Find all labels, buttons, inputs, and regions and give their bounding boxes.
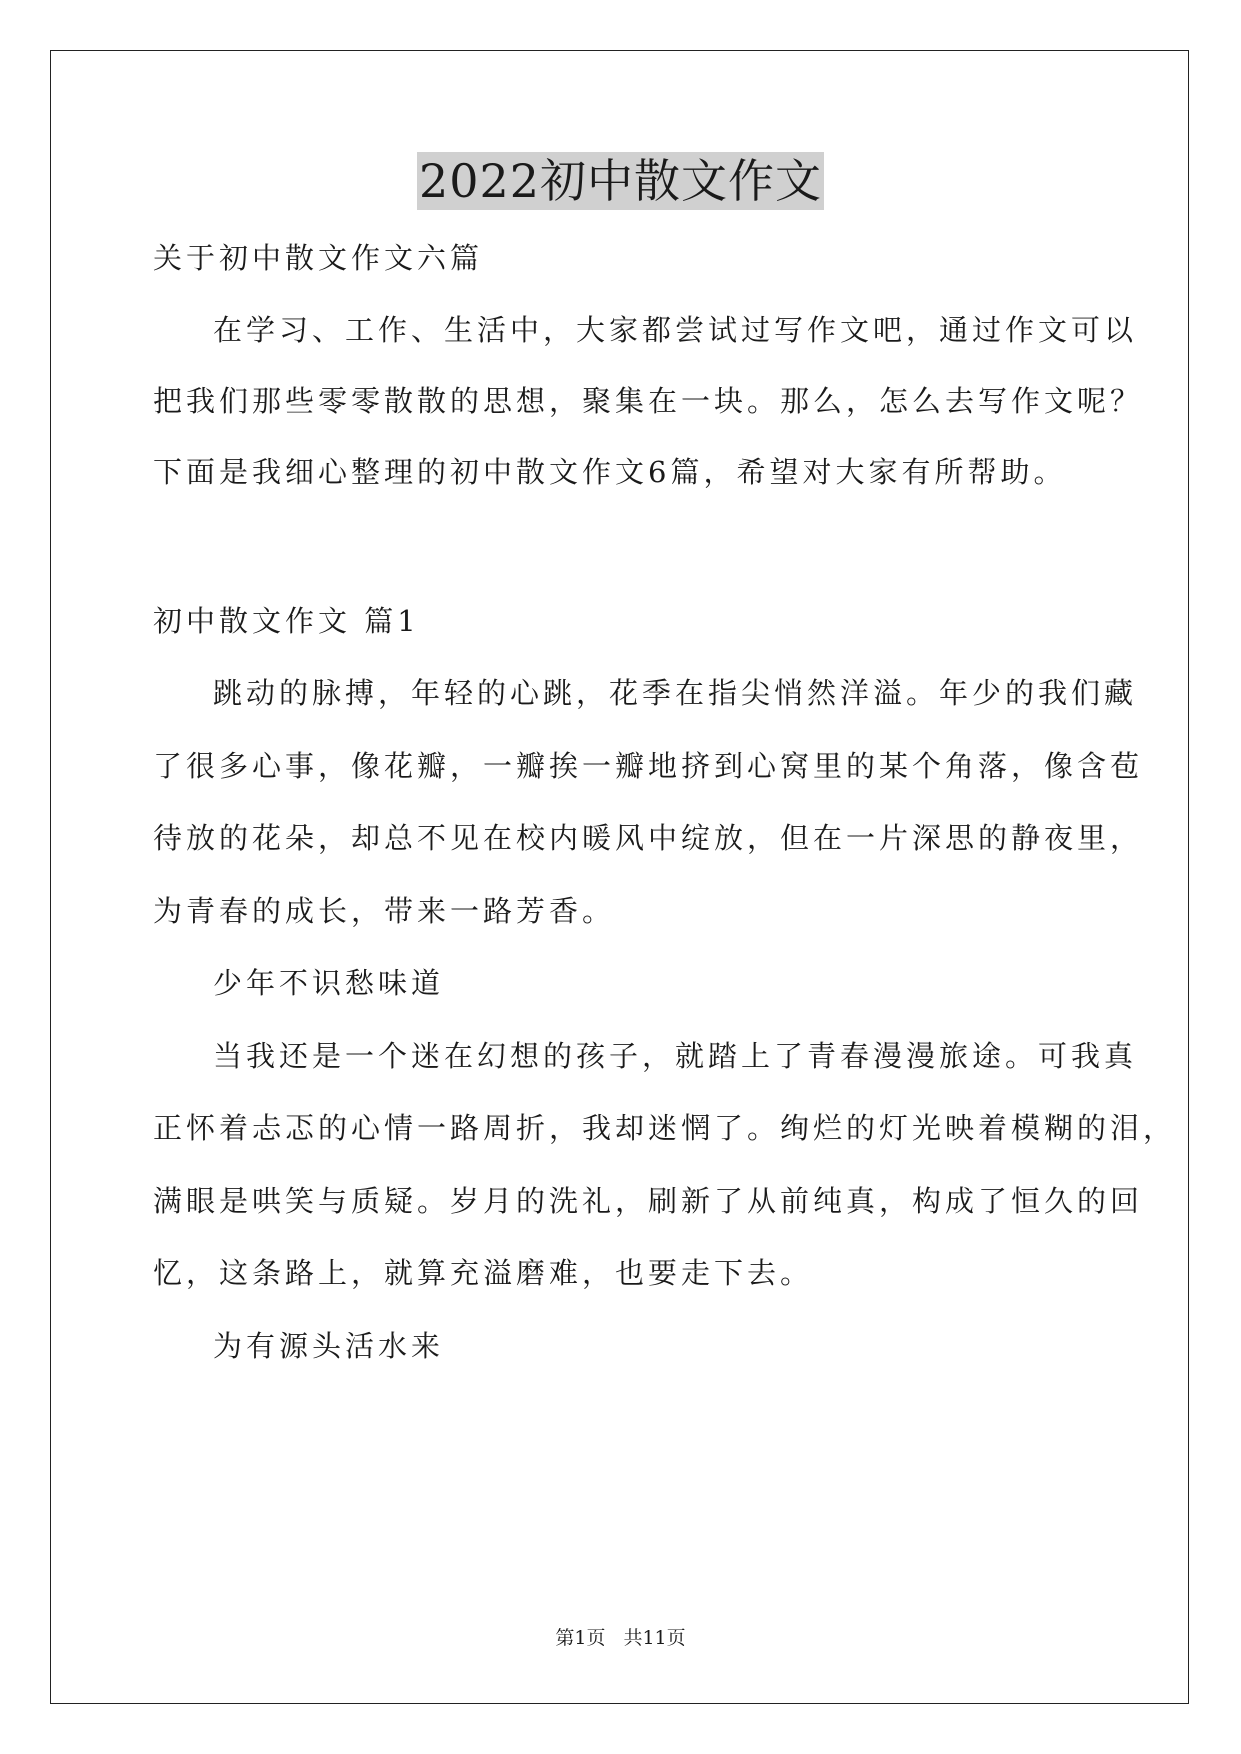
paragraph2-line-2: 正怀着忐忑的心情一路周折，我却迷惘了。绚烂的灯光映着模糊的泪，	[153, 1111, 1177, 1145]
paragraph1-line-2: 了很多心事，像花瓣，一瓣挨一瓣地挤到心窝里的某个角落，像含苞	[153, 749, 1144, 783]
paragraph1-line-4: 为青春的成长，带来一路芳香。	[153, 894, 616, 928]
document-title: 2022初中散文作文	[418, 154, 823, 208]
page-border	[50, 50, 1189, 1704]
section-heading: 初中散文作文 篇1	[153, 604, 420, 638]
title-container	[0, 152, 1241, 210]
subheading-1: 少年不识愁味道	[213, 966, 445, 1000]
paragraph1-line-1: 跳动的脉搏，年轻的心跳，花季在指尖悄然洋溢。年少的我们藏	[213, 676, 1138, 710]
intro-line-2: 把我们那些零零散散的思想，聚集在一块。那么，怎么去写作文呢？	[153, 384, 1144, 418]
paragraph2-line-1: 当我还是一个迷在幻想的孩子，就踏上了青春漫漫旅途。可我真	[213, 1039, 1138, 1073]
intro-line-3: 下面是我细心整理的初中散文作文6篇，希望对大家有所帮助。	[153, 455, 1067, 489]
paragraph2-line-3: 满眼是哄笑与质疑。岁月的洗礼，刷新了从前纯真，构成了恒久的回	[153, 1184, 1144, 1218]
page-footer	[0, 1626, 1241, 1650]
paragraph2-line-4: 忆，这条路上，就算充溢磨难，也要走下去。	[153, 1256, 814, 1290]
subtitle: 关于初中散文作文六篇	[153, 241, 484, 275]
page-total: 共11页	[623, 1627, 686, 1649]
intro-line-1: 在学习、工作、生活中，大家都尝试过写作文吧，通过作文可以	[213, 313, 1138, 347]
subheading-2: 为有源头活水来	[213, 1329, 445, 1363]
page-number: 第1页	[555, 1627, 606, 1649]
paragraph1-line-3: 待放的花朵，却总不见在校内暖风中绽放，但在一片深思的静夜里，	[153, 821, 1144, 855]
